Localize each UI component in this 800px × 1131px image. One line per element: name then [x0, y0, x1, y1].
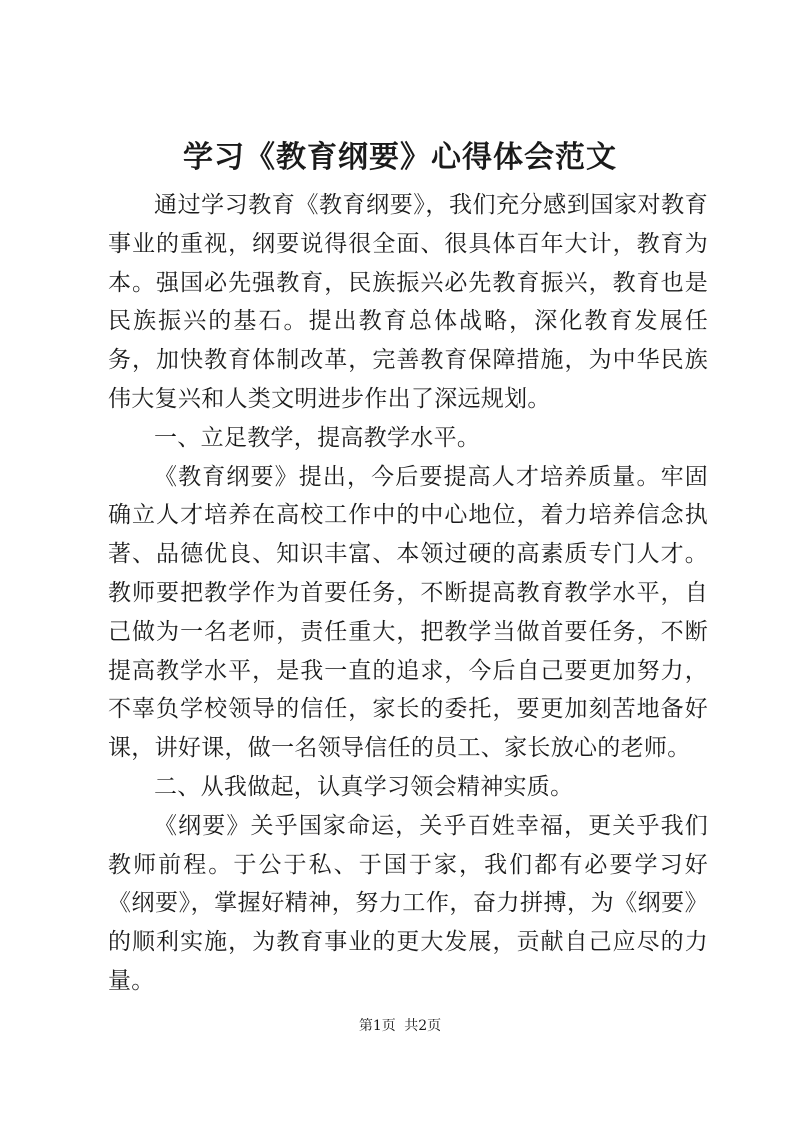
- document-body: [108, 186, 708, 1001]
- page-footer: [0, 1016, 800, 1036]
- document-title: 学习《教育纲要》心得体会范文: [183, 140, 617, 175]
- section-heading-2: 二、从我做起，认真学习领会精神实质。: [154, 773, 574, 800]
- page-number-current: 第1页: [358, 1018, 396, 1034]
- paragraph-section-2: 《纲要》关乎国家命运，关乎百姓幸福，更关乎我们教师前程。于公于私、于国于家，我们都有必要学习好《纲要》，掌握好精神，努力工作，奋力拼搏，为《纲要》的顺利实施，为教育事业的更大发展，贡献自己应尽的力量。: [108, 812, 708, 994]
- paragraph-section-1: 《教育纲要》提出，今后要提高人才培养质量。牢固确立人才培养在高校工作中的中心地位，着力培养信念执著、品德优良、知识丰富、本领过硬的高素质专门人才。教师要把教学作为首要任务，不断提高教育教学水平，自己做为一名老师，责任重大，把教学当做首要任务，不断提高教学水平，是我一直的追求，今后自己要更加努力，不辜负学校领导的信任，家长的委托，要更加刻苦地备好课，讲好课，做一名领导信任的员工、家长放心的老师。: [108, 463, 708, 762]
- section-heading-1: 一、立足教学，提高教学水平。: [154, 424, 481, 451]
- paragraph-intro: 通过学习教育《教育纲要》，我们充分感到国家对教育事业的重视，纲要说得很全面、很具体百年大计，教育为本。强国必先强教育，民族振兴必先教育振兴，教育也是民族振兴的基石。提出教育总体战略，深化教育发展任务，加快教育体制改革，完善教育保障措施，为中华民族伟大复兴和人类文明进步作出了深远规划。: [108, 192, 708, 412]
- page-number-total: 共2页: [404, 1018, 442, 1034]
